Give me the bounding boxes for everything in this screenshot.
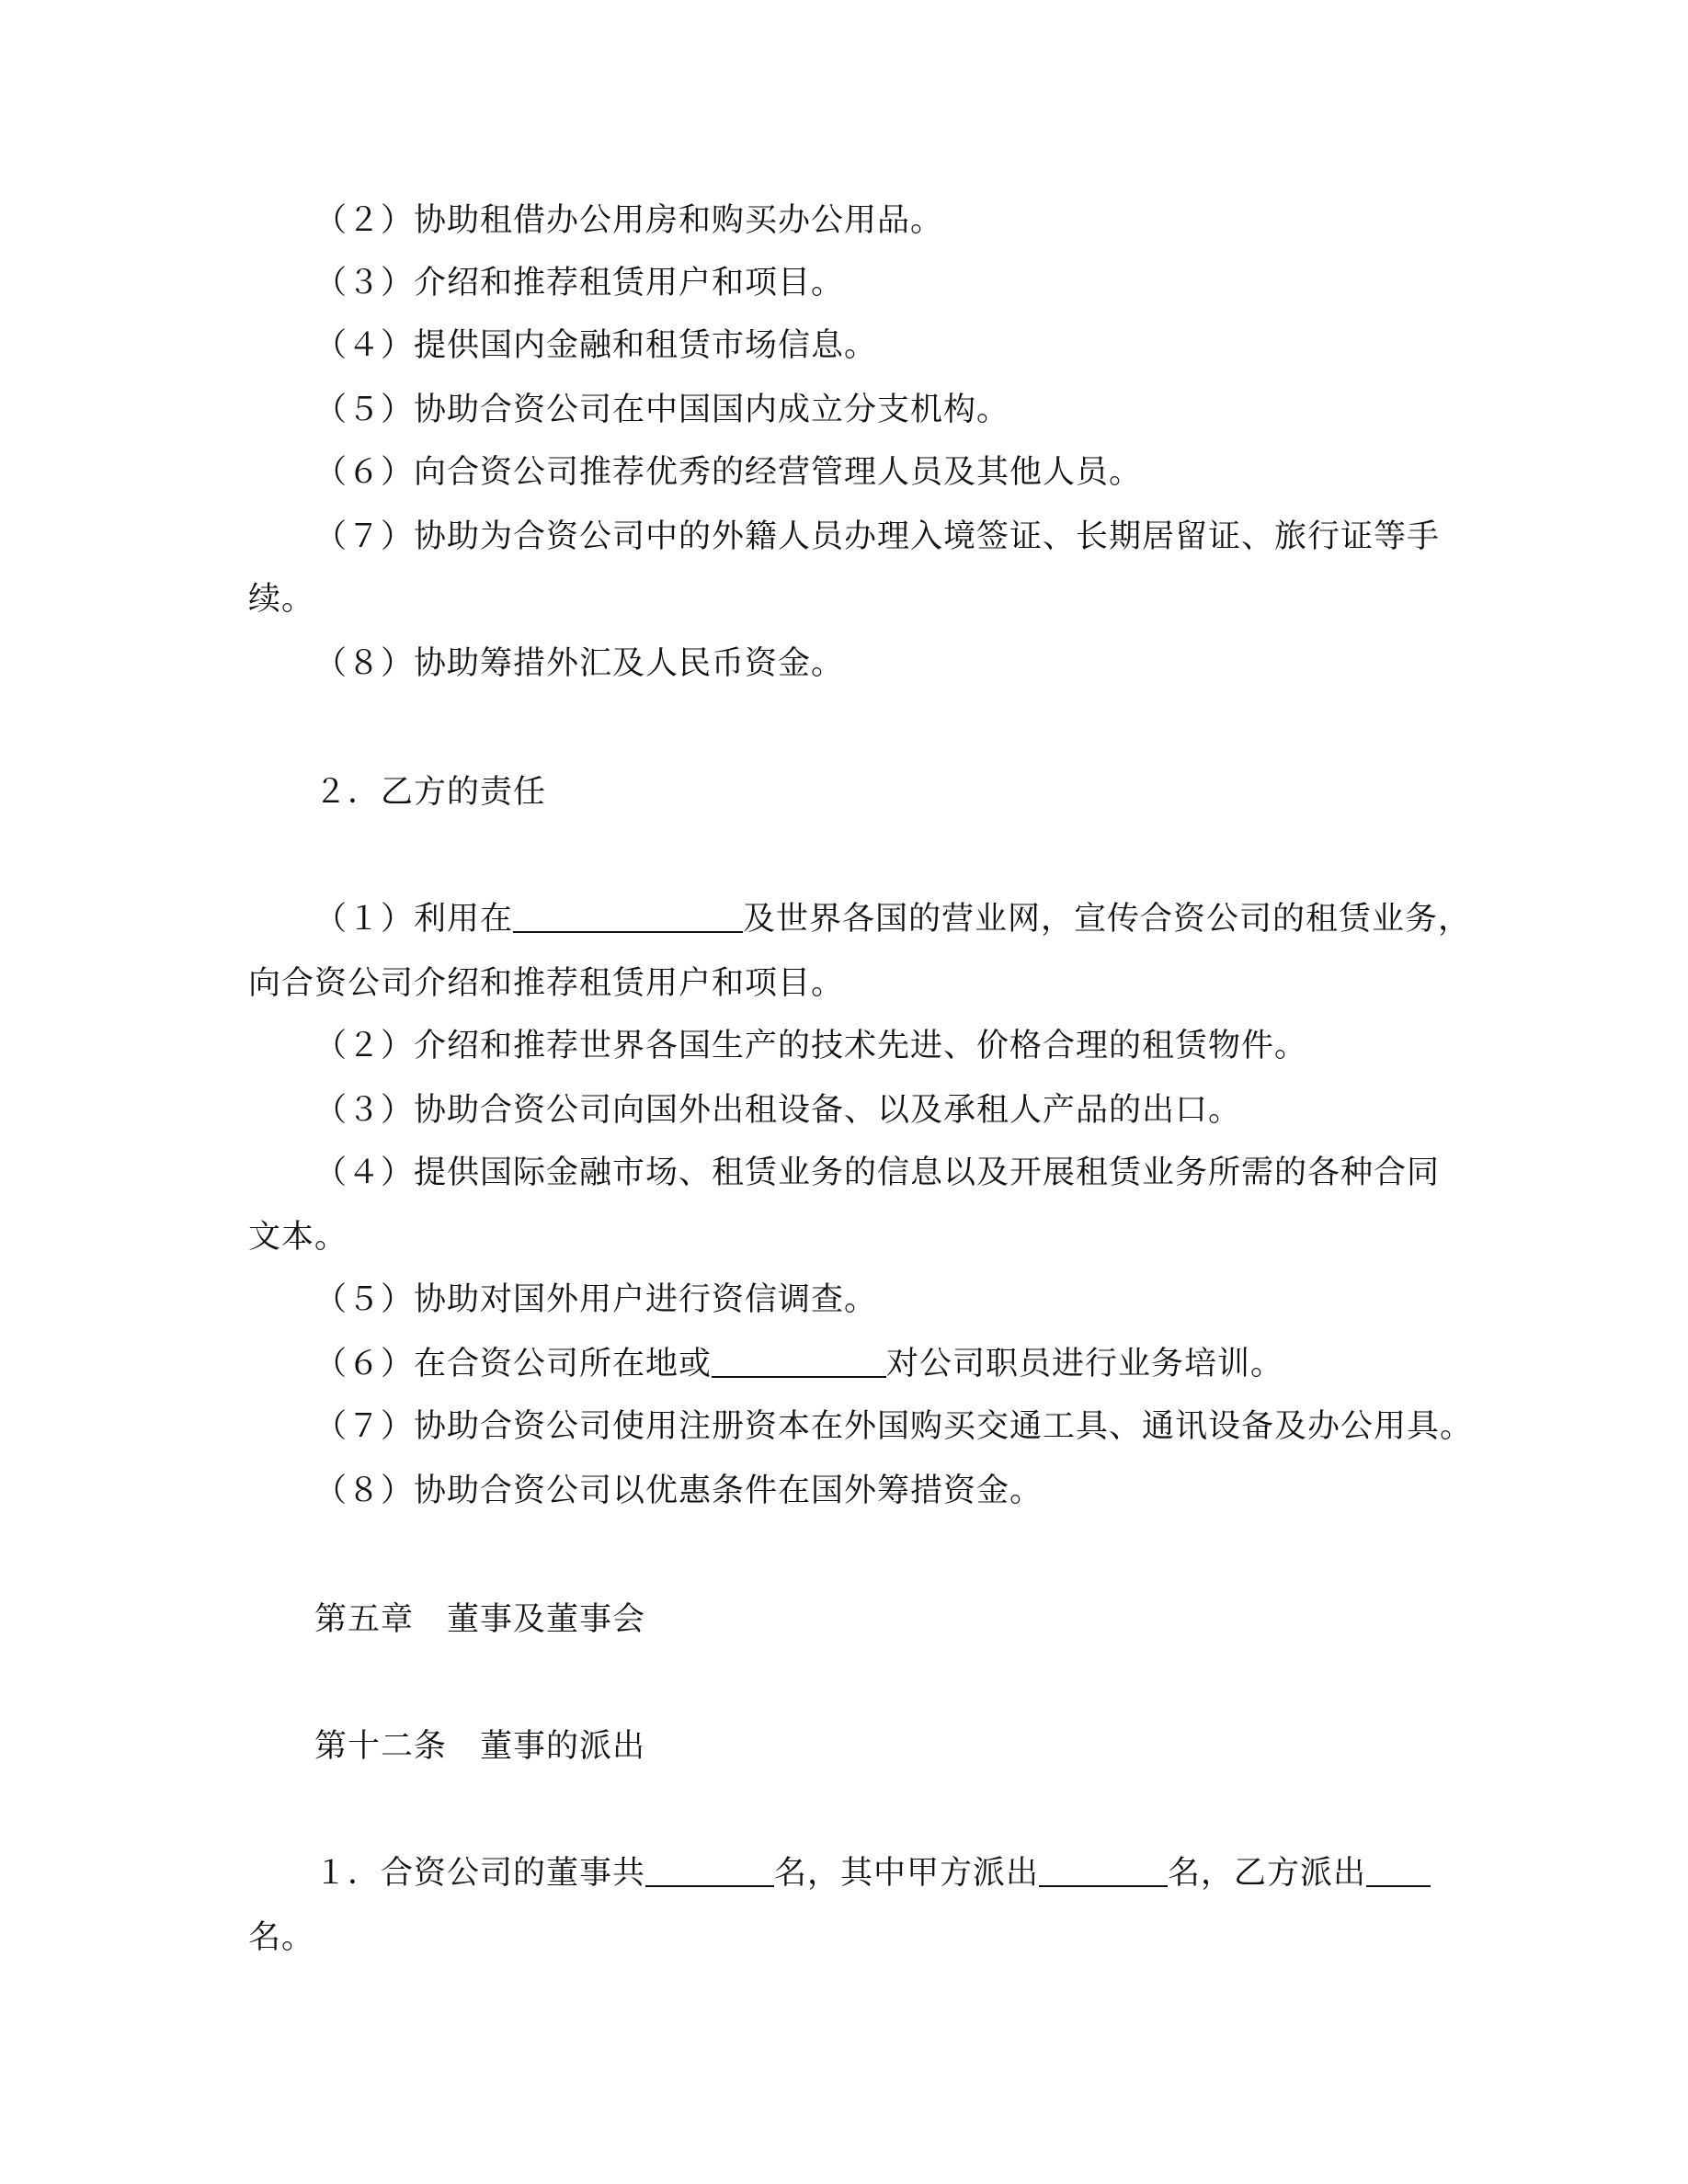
party-a-item-7-cont: 续。 — [248, 581, 315, 618]
article-item-1 — [314, 1853, 1431, 1894]
blank-field — [712, 1345, 886, 1378]
blank-field — [513, 900, 743, 933]
party-b-item-6-after: 对公司职员进行业务培训。 — [886, 1346, 1284, 1382]
party-b-item-1-after: 及世界各国的营业网，宣传合资公司的租赁业务， — [743, 901, 1472, 938]
article-item-1-part1: １．合资公司的董事共 — [314, 1855, 646, 1892]
party-a-item-8: （８）协助筹措外汇及人民币资金。 — [314, 645, 845, 682]
article-item-1-part2: 名，其中甲方派出 — [774, 1855, 1040, 1892]
party-b-item-7: （７）协助合资公司使用注册资本在外国购买交通工具、通讯设备及办公用具。 — [314, 1408, 1474, 1445]
party-a-item-4: （４）提供国内金融和租赁市场信息。 — [314, 327, 878, 364]
party-b-item-4-cont: 文本。 — [248, 1219, 348, 1256]
party-a-item-5: （５）协助合资公司在中国国内成立分支机构。 — [314, 392, 1010, 428]
party-b-item-3: （３）协助合资公司向国外出租设备、以及承租人产品的出口。 — [314, 1092, 1242, 1129]
article-item-1-part3: 名，乙方派出 — [1168, 1855, 1367, 1892]
party-a-item-6: （６）向合资公司推荐优秀的经营管理人员及其他人员。 — [314, 454, 1143, 491]
party-b-item-2: （２）介绍和推荐世界各国生产的技术先进、价格合理的租赁物件。 — [314, 1028, 1308, 1064]
party-b-item-1 — [314, 899, 1471, 939]
article-heading: 第十二条 董事的派出 — [314, 1728, 646, 1765]
party-b-item-6 — [314, 1344, 1283, 1384]
blank-field — [1366, 1854, 1431, 1887]
party-b-item-6-before: （６）在合资公司所在地或 — [314, 1346, 713, 1382]
party-b-heading: ２．乙方的责任 — [314, 774, 547, 811]
party-b-item-1-before: （１）利用在 — [314, 901, 514, 938]
party-a-item-3: （３）介绍和推荐租赁用户和项目。 — [314, 265, 845, 301]
chapter-heading: 第五章 董事及董事会 — [314, 1601, 646, 1638]
party-b-item-1-cont: 向合资公司介绍和推荐租赁用户和项目。 — [248, 965, 845, 1002]
blank-field — [1039, 1854, 1168, 1887]
article-item-1-cont: 名。 — [248, 1919, 315, 1956]
party-b-item-5: （５）协助对国外用户进行资信调查。 — [314, 1281, 878, 1318]
party-a-item-2: （２）协助租借办公用房和购买办公用品。 — [314, 202, 944, 239]
party-b-item-4: （４）提供国际金融市场、租赁业务的信息以及开展租赁业务所需的各种合同 — [314, 1155, 1441, 1191]
party-a-item-7: （７）协助为合资公司中的外籍人员办理入境签证、长期居留证、旅行证等手 — [314, 518, 1441, 555]
party-b-item-8: （８）协助合资公司以优惠条件在国外筹措资金。 — [314, 1473, 1044, 1509]
blank-field — [645, 1854, 774, 1887]
